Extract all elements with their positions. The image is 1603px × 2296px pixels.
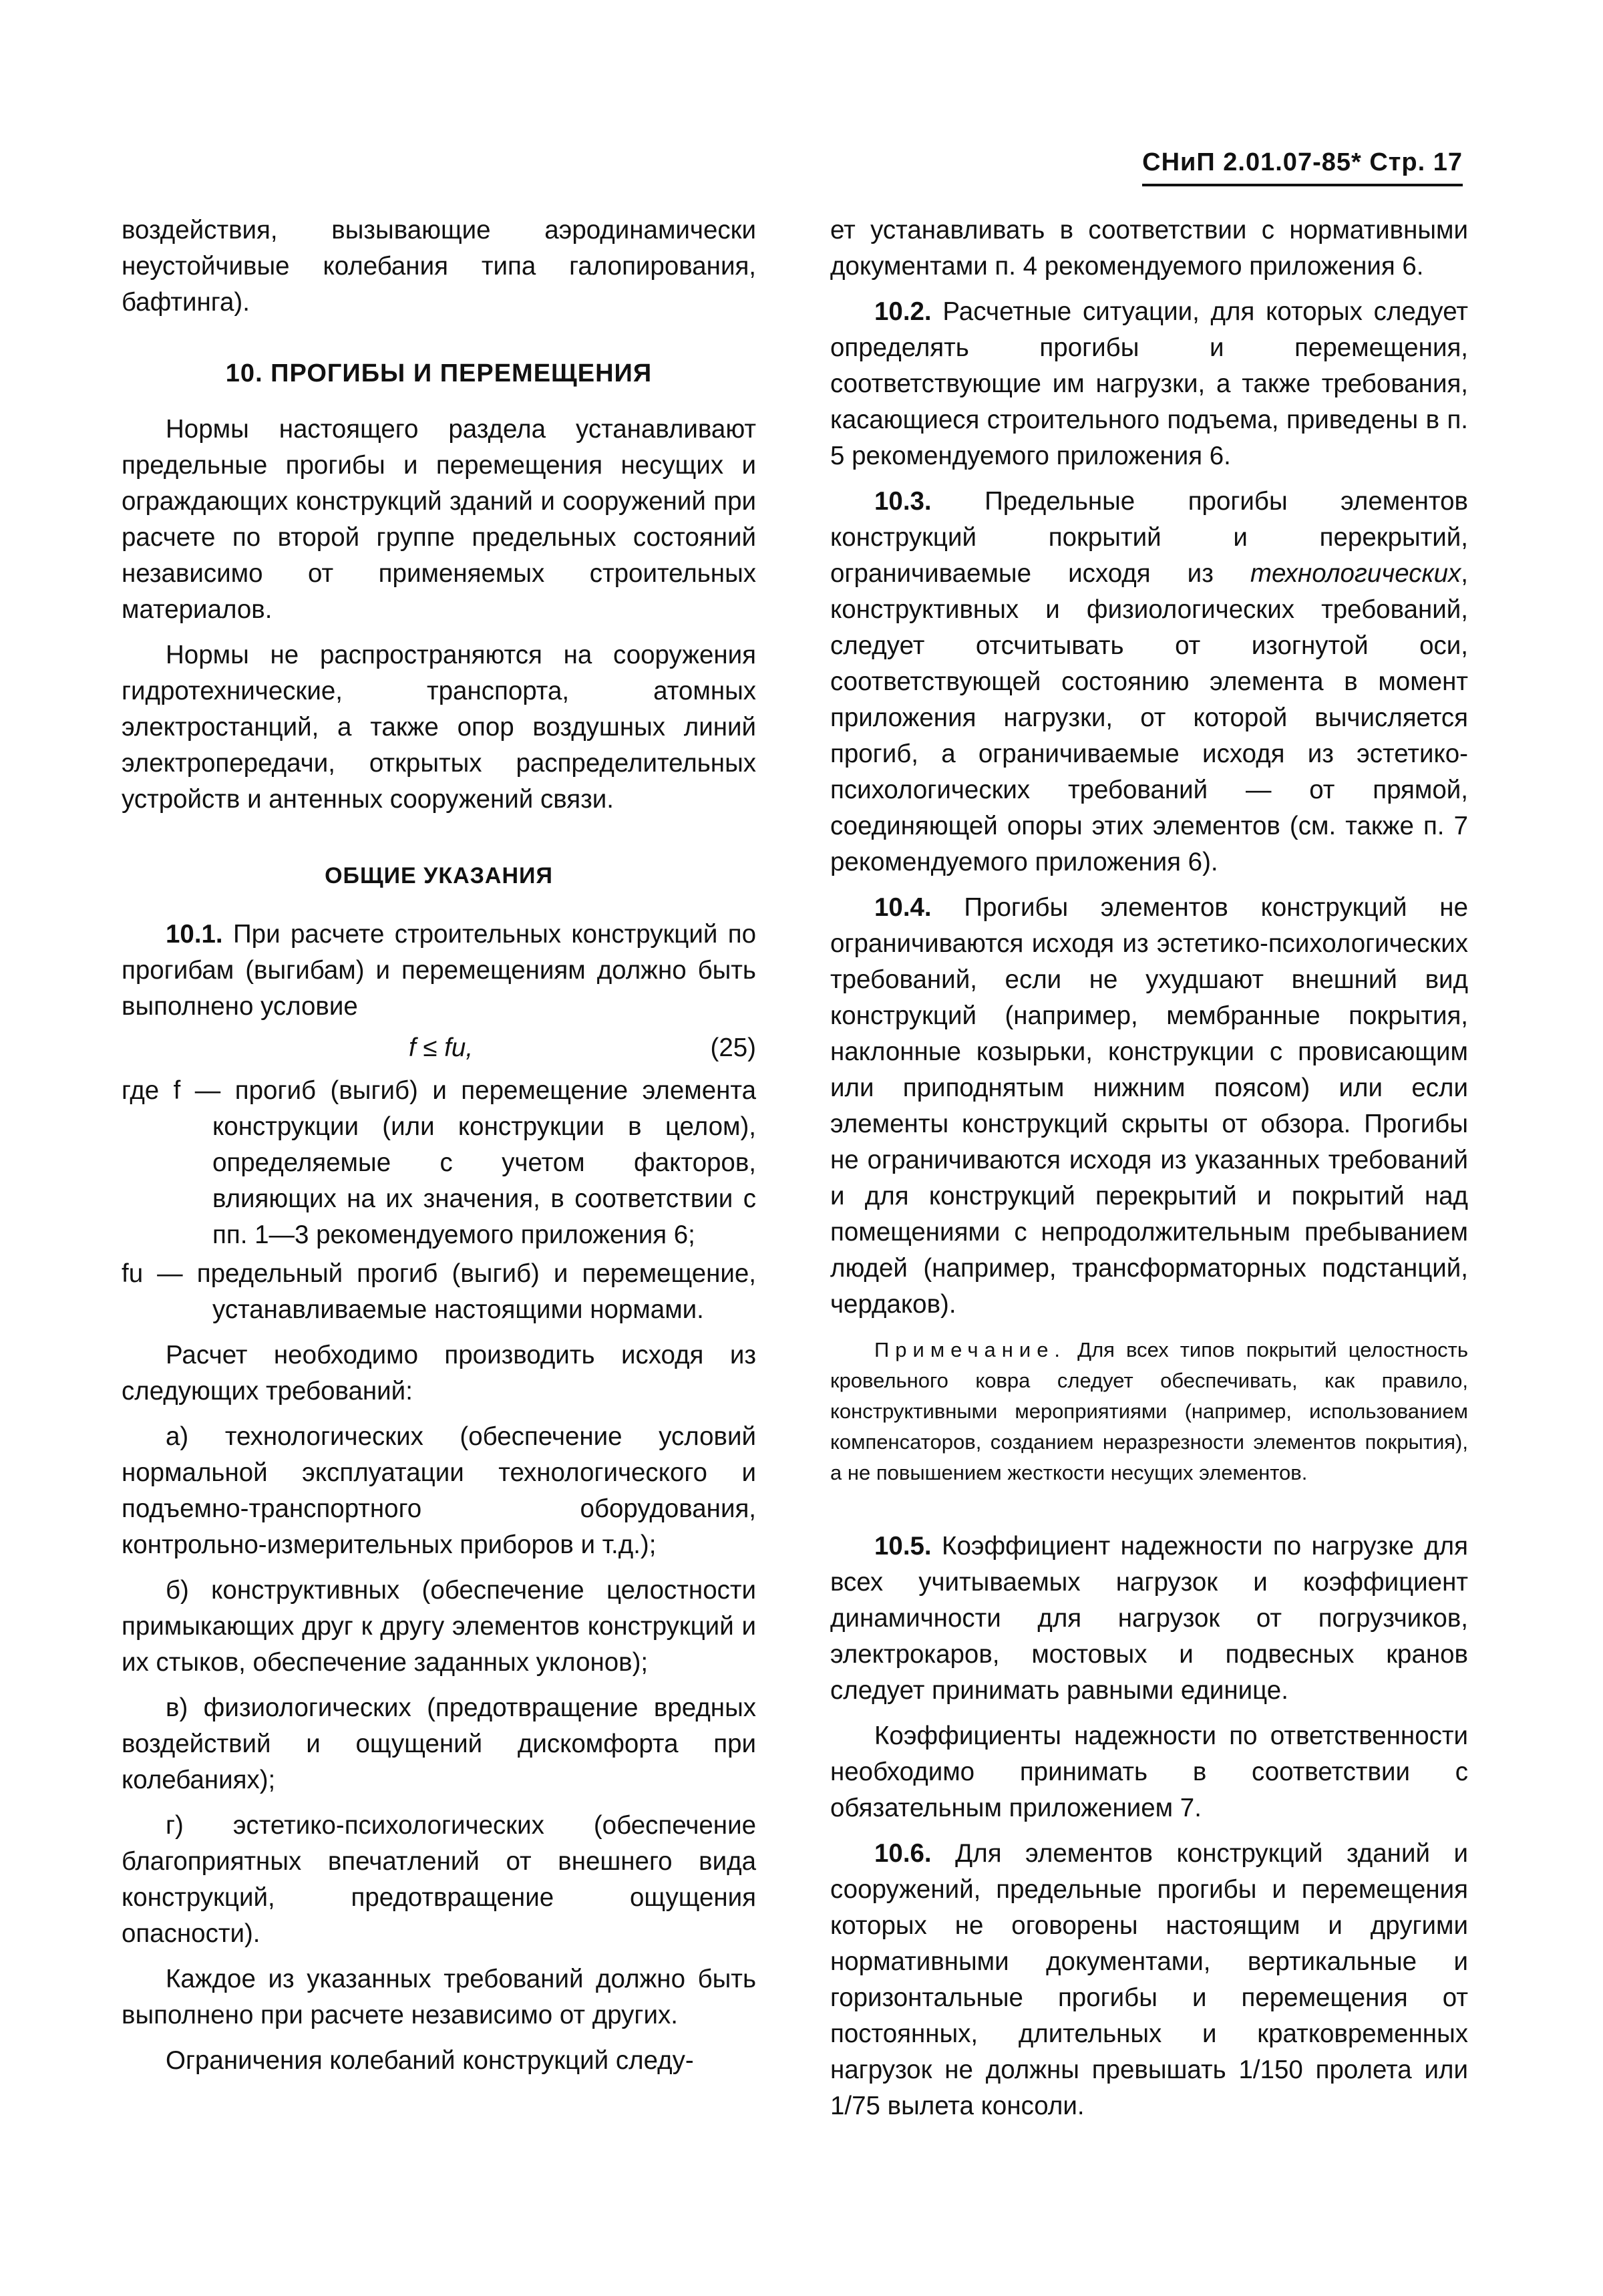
clause-text-italic: технологических	[1250, 559, 1461, 588]
clause-10-5	[830, 1528, 1468, 1709]
definition-fu	[122, 1256, 756, 1328]
paragraph-reliability: Коэффициенты надежности по ответственности необходимо принимать в соответствии с обязательным приложением 7.	[830, 1721, 1468, 1822]
note	[830, 1335, 1468, 1488]
clause-number: 10.6.	[874, 1839, 932, 1868]
clause-10-3	[830, 484, 1468, 880]
clause-text: При расчете строительных конструкций по прогибам (выгибам) и перемещениям должно быть выполнено условие	[122, 920, 756, 1021]
clause-number: 10.2.	[874, 297, 932, 326]
clause-text: , конструктивных и физиологических требований, следует отсчитывать от изогнутой оси, соответствующей состоянию элемента в момент приложения нагрузки, от которой вычисляется прогиб, а ограничиваемые исходя из эстетико-психологических требований — от прямой, соединяющей опоры этих элементов (см. также п. 7 рекомендуемого приложения 6).	[830, 559, 1468, 876]
definition-text: предельный прогиб (выгиб) и перемещение, устанавливаемые настоящими нормами.	[196, 1259, 756, 1324]
paragraph-continuation: воздействия, вызывающие аэродинамически неустойчивые колебания типа галопирования, бафтинга).	[122, 216, 756, 317]
formula-number: (25)	[710, 1033, 756, 1062]
clause-number: 10.1.	[166, 920, 223, 949]
formula	[122, 1030, 756, 1069]
clause-number: 10.4.	[874, 893, 932, 922]
formula-expression: f ≤ fu,	[409, 1033, 474, 1062]
paragraph-scope: Нормы настоящего раздела устанавливают предельные прогибы и перемещения несущих и ограждающих конструкций зданий и сооружений при расчете по второй группе предельных состояний независимо от применяемых строительных материалов.	[122, 415, 756, 624]
subsection-title: ОБЩИЕ УКАЗАНИЯ	[325, 863, 553, 888]
section-title: 10. ПРОГИБЫ И ПЕРЕМЕЩЕНИЯ	[225, 359, 653, 387]
paragraph-requirements: Расчет необходимо производить исходя из следующих требований:	[122, 1341, 756, 1406]
right-column	[830, 212, 1468, 2124]
definition-text: прогиб (выгиб) и перемещение элемента конструкции (или конструкции в целом), определяемые с учетом факторов, влияющих на их значения, в соответствии с пп. 1—3 рекомендуемого приложения 6;	[212, 1076, 756, 1249]
clause-text: Расчетные ситуации, для которых следует определять прогибы и перемещения, соответствующие им нагрузки, а также требования, касающиеся строительного подъема, приведены в п. 5 рекомендуемого приложения 6.	[830, 297, 1468, 470]
page-header: СНиП 2.01.07-85* Стр. 17	[1142, 148, 1463, 186]
clause-text: Предельные прогибы элементов конструкций покрытий и перекрытий, ограничиваемые исходя из	[830, 487, 1468, 588]
paragraph-independence: Каждое из указанных требований должно быть выполнено при расчете независимо от других.	[122, 1965, 756, 2029]
note-text: Для всех типов покрытий целостность кровельного ковра следует обеспечивать, как правило, конструктивными мероприятиями (например, использованием компенсаторов, созданием неразрезности элементов покрытия), а не повышением жесткости несущих элементов.	[830, 1338, 1468, 1484]
clause-10-6	[830, 1836, 1468, 2124]
clause-10-2	[830, 294, 1468, 474]
clause-number: 10.3.	[874, 487, 932, 516]
requirement-b: б) конструктивных (обеспечение целостности примыкающих друг к другу элементов конструкций и их стыков, обеспечение заданных уклонов);	[122, 1576, 756, 1677]
paragraph-exclusions: Нормы не распространяются на сооружения гидротехнические, транспорта, атомных электростанций, а также опор воздушных линий электропередачи, открытых распределительных устройств и антенных сооружений связи.	[122, 641, 756, 814]
clause-text: Коэффициент надежности по нагрузке для всех учитываемых нагрузок и коэффициент динамичности для нагрузок от погрузчиков, электрокаров, мостовых и подвесных кранов следует принимать равными единице.	[830, 1532, 1468, 1705]
definition-term: fu —	[122, 1259, 197, 1288]
paragraph-vibration: Ограничения колебаний конструкций следу-	[166, 2046, 694, 2075]
requirement-a: а) технологических (обеспечение условий нормальной эксплуатации технологического и подъемно-транспортного оборудования, контрольно-измерительных приборов и т.д.);	[122, 1422, 756, 1559]
note-heading: Примечание.	[874, 1338, 1067, 1361]
clause-text: Прогибы элементов конструкций не ограничиваются исходя из эстетико-психологических требований, если не ухудшают внешний вид конструкций (например, мембранные покрытия, наклонные козырьки, конструкции с провисающим или приподнятым нижним поясом) или если элементы конструкций скрыты от обзора. Прогибы не ограничиваются исходя из указанных требований и для конструкций перекрытий и покрытий над помещениями с непродолжительным пребыванием людей (например, трансформаторных подстанций, чердаков).	[830, 893, 1468, 1319]
clause-number: 10.5.	[874, 1532, 932, 1561]
requirement-g: г) эстетико-психологических (обеспечение благоприятных впечатлений от внешнего вида конструкций, предотвращение ощущения опасности).	[122, 1811, 756, 1948]
left-column	[122, 212, 756, 2079]
paragraph-continuation: ет устанавливать в соответствии с нормативными документами п. 4 рекомендуемого приложения 6.	[830, 216, 1468, 281]
clause-10-1	[122, 917, 756, 1025]
clause-10-4	[830, 890, 1468, 1323]
definition-term: где f —	[122, 1076, 235, 1105]
requirement-v: в) физиологических (предотвращение вредных воздействий и ощущений дискомфорта при колебаниях);	[122, 1693, 756, 1794]
clause-text: Для элементов конструкций зданий и сооружений, предельные прогибы и перемещения которых не оговорены настоящим и другими нормативными документами, вертикальные и горизонтальные прогибы и перемещения от постоянных, длительных и кратковременных нагрузок не должны превышать 1/150 пролета или 1/75 вылета консоли.	[830, 1839, 1468, 2120]
definition-f	[122, 1073, 756, 1253]
